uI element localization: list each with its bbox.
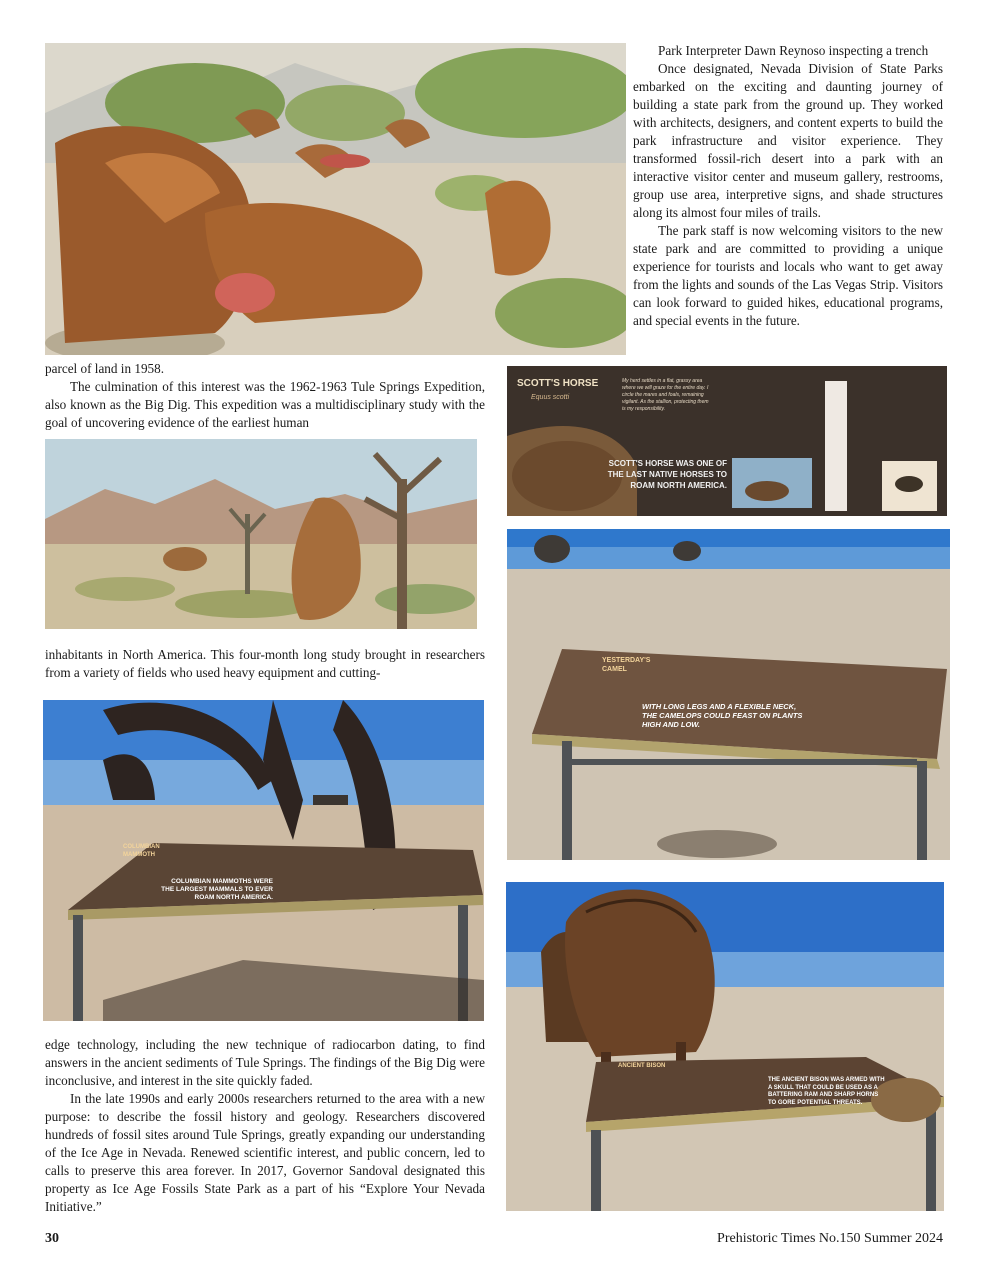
bison-sign-title: ANCIENT BISON bbox=[618, 1063, 666, 1069]
scotts-horse-sign-photo bbox=[507, 366, 947, 516]
horse-sign-quote: My herd settles in a flat, grassy area where we will graze for the entire day. I circle the mares and foals, remaining vigilant. As the stallion, protecting them is my responsibility. bbox=[622, 378, 709, 412]
text-parcel-line: parcel of land in 1958. bbox=[45, 361, 165, 376]
left-text-block-3 bbox=[45, 1036, 485, 1216]
mammoth-sign-headline: COLUMBIAN MAMMOTHS WERE THE LARGEST MAMMALS TO EVER ROAM NORTH AMERICA. bbox=[161, 878, 273, 901]
paragraph-radiocarbon: edge technology, including the new technique of radiocarbon dating, to find answers in the ancient sediments of Tule Springs. The findings of the Big Dig were inconclusive, and interest in the site quickly faded. bbox=[45, 1037, 485, 1088]
horse-sign-species: Equus scotti bbox=[531, 394, 570, 401]
left-text-block-2 bbox=[45, 646, 485, 682]
publication-footer: Prehistoric Times No.150 Summer 2024 bbox=[717, 1231, 943, 1246]
paragraph-big-dig: The culmination of this interest was the 1962-1963 Tule Springs Expedition, also known as the Big Dig. This expedition was a multidisciplinary study with the goal of uncovering evidence of the earliest human bbox=[45, 379, 485, 430]
ancient-bison-sign-photo bbox=[506, 882, 944, 1211]
bison-sign-headline: THE ANCIENT BISON WAS ARMED WITH A SKULL THAT COULD BE USED AS A BATTERING RAM AND SHARP HORNS TO GORE POTENTIAL THREATS. bbox=[768, 1077, 885, 1106]
paragraph-researchers: inhabitants in North America. This four-month long study brought in researchers from a variety of fields who used heavy equipment and cutting- bbox=[45, 647, 485, 680]
camel-sign-title: YESTERDAY'S CAMEL bbox=[602, 657, 651, 673]
columbian-mammoth-sign-photo bbox=[43, 700, 484, 1021]
paragraph-visitors: The park staff is now welcoming visitors to the new state park and are committed to providing a unique experience for tourists and locals who want to get away from the lights and sounds of the Las Vegas Strip. Visitors can look forward to guided hikes, educational programs, and special events in the future. bbox=[633, 223, 943, 328]
paragraph-building-park: Once designated, Nevada Division of State Parks embarked on the exciting and daunting journey of building a state park from the ground up. They worked with architects, designers, and content experts to build the park infrastructure and visitor experience. They transformed fossil-rich desert into a park with an interactive visitor center and museum gallery, restrooms, group use area, interpretive signs, and shade structures along its almost four miles of trails. bbox=[633, 61, 943, 220]
horse-sign-headline: SCOTT'S HORSE WAS ONE OF THE LAST NATIVE HORSES TO ROAM NORTH AMERICA. bbox=[607, 459, 727, 490]
mammoth-sign-title: COLUMBIAN MAMMOTH bbox=[123, 844, 160, 858]
page-number: 30 bbox=[45, 1231, 59, 1246]
ground-sloth-painting bbox=[45, 439, 477, 629]
photo-caption-trench: Park Interpreter Dawn Reynoso inspecting a trench bbox=[658, 43, 929, 58]
left-text-block-1 bbox=[45, 360, 485, 432]
paragraph-designation: In the late 1990s and early 2000s researchers returned to the area with a new purpose: to describe the fossil history and geology. Researchers discovered hundreds of fossil sites around Tule Springs, greatly expanding our understanding of the Ice Age in Nevada. Renewed scientific interest, and public concern, led to calls to preserve this area forever. In 2017, Governor Sandoval designated this property as Ice Age Fossils State Park as a part of his “Explore Your Nevada Initiative.” bbox=[45, 1091, 485, 1214]
yesterdays-camel-sign-photo bbox=[507, 529, 950, 860]
camel-sign-headline: WITH LONG LEGS AND A FLEXIBLE NECK, THE CAMELOPS COULD FEAST ON PLANTS HIGH AND LOW. bbox=[642, 702, 803, 729]
coyote-pack-painting bbox=[45, 43, 626, 355]
horse-sign-title: SCOTT'S HORSE bbox=[517, 378, 599, 389]
right-column-top-text bbox=[633, 42, 943, 330]
